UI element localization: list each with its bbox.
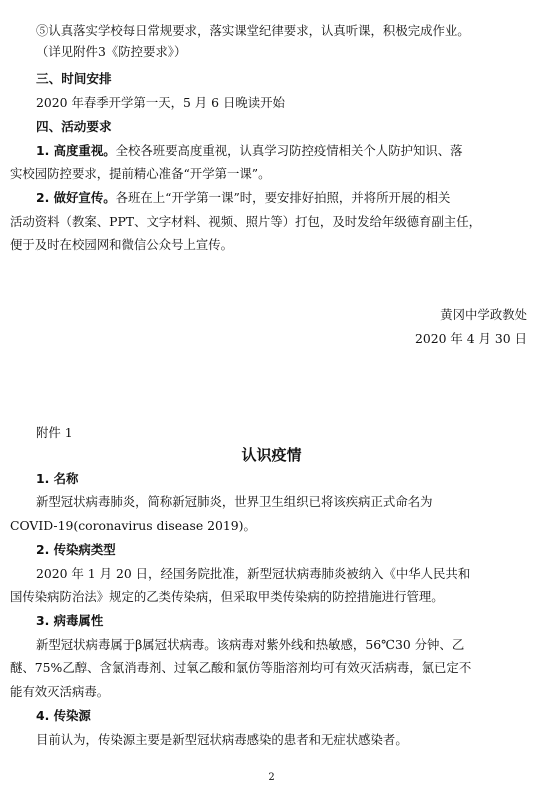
section-4-heading: 四、活动要求 <box>36 119 112 134</box>
s2-line-2: 国传染病防治法》规定的乙类传染病，但采取甲类传染病的防控措施进行管理。 <box>10 589 444 604</box>
s1-line-1: 新型冠状病毒肺炎，简称新冠肺炎，世界卫生组织已将该疾病正式命名为 <box>36 494 433 509</box>
item-2-lead: 2. 做好宣传。 <box>36 190 116 205</box>
s3-line-1: 新型冠状病毒属于β属冠状病毒。该病毒对紫外线和热敏感，56℃30 分钟、乙 <box>36 637 465 652</box>
section-3-heading: 三、时间安排 <box>36 71 112 86</box>
s4-heading <box>36 708 91 723</box>
requirement-5-line: ⑤认真落实学校每日常规要求，落实课堂纪律要求，认真听课，积极完成作业。 <box>36 23 470 38</box>
schedule-text: 2020 年春季开学第一天，5 月 6 日晚读开始 <box>36 95 285 110</box>
item-2-line-2: 活动资料（教案、PPT、文字材料、视频、照片等）打包，及时发给年级德育副主任， <box>10 214 482 229</box>
item-1-line-2: 实校园防控要求，提前精心准备“开学第一课”。 <box>10 166 271 181</box>
s4-line-1: 目前认为，传染源主要是新型冠状病毒感染的患者和无症状感染者。 <box>36 732 408 747</box>
item-1-text: 全校各班要高度重视，认真学习防控疫情相关个人防护知识、落 <box>115 143 463 158</box>
s2-heading <box>36 542 116 557</box>
s1-heading <box>36 471 78 486</box>
item-1-line-1 <box>36 143 463 158</box>
s2-heading-text: 2. 传染病类型 <box>36 542 116 557</box>
item-2-line-3: 便于及时在校园网和微信公众号上宣传。 <box>10 237 234 252</box>
page-number: 2 <box>268 772 275 783</box>
s1-line-2: COVID-19(coronavirus disease 2019)。 <box>10 518 256 533</box>
s3-heading <box>36 613 103 628</box>
s4-heading-text: 4. 传染源 <box>36 708 91 723</box>
signature-date: 2020 年 4 月 30 日 <box>414 331 527 346</box>
attachment-label: 附件 1 <box>36 425 73 440</box>
s1-heading-text: 1. 名称 <box>36 471 79 486</box>
attachment-title: 认识疫情 <box>241 446 302 464</box>
s2-line-1: 2020 年 1 月 20 日，经国务院批准，新型冠状病毒肺炎被纳入《中华人民共和 <box>36 566 471 581</box>
attachment-reference: （详见附件3《防控要求》） <box>36 44 187 59</box>
s3-line-3: 能有效灭活病毒。 <box>10 684 110 699</box>
item-2-line-1 <box>36 190 450 205</box>
item-2-text: 各班在上“开学第一课”时，要安排好拍照，并将所开展的相关 <box>115 190 451 205</box>
signature-office: 黄冈中学政教处 <box>440 307 527 322</box>
s3-line-2: 醚、75%乙醇、含氯消毒剂、过氧乙酸和氯仿等脂溶剂均可有效灭活病毒，氯已定不 <box>10 660 472 675</box>
item-1-lead: 1. 高度重视。 <box>36 143 116 158</box>
s3-heading-text: 3. 病毒属性 <box>36 613 104 628</box>
